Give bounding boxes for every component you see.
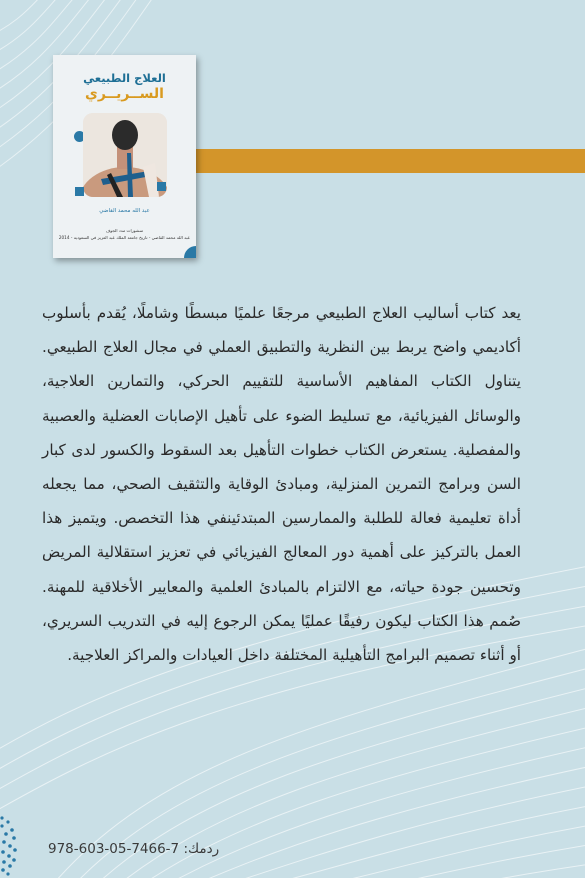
cover-corner-circle (184, 246, 196, 258)
cover-publisher (53, 227, 196, 241)
cover-subtitle: الســريــري (85, 86, 164, 102)
cover-decor-square (157, 182, 166, 191)
cover-author: عبد الله محمد القاضي (99, 208, 150, 214)
cover-publisher-name: منشورات مدد الجوف (105, 228, 144, 233)
gold-accent-bar (196, 149, 585, 173)
cover-publisher-line: عبد الله محمد القاضي - تاريخ جامعة الملك عبد العزيز في السعودية - 2014 (58, 235, 191, 240)
isbn-number: 978-603-05-7466-7 (48, 841, 180, 857)
isbn-line (48, 841, 220, 857)
cover-title: العلاج الطبيعي (83, 71, 166, 85)
cover-photo-kinesio-tape (83, 113, 167, 197)
cover-decor-square (75, 187, 84, 196)
isbn-label: ردمك: (183, 841, 220, 857)
front-cover-thumbnail (53, 55, 196, 258)
dotted-circle-decor (0, 812, 30, 878)
book-description: يعد كتاب أساليب العلاج الطبيعي مرجعًا علميًا مبسطًا وشاملًا، يُقدم بأسلوب أكاديمي واضح يربط بين النظرية والتطبيق العملي في مجال العلاج الطبيعي. يتناول الكتاب المفاهيم الأساسية للتقييم الحركي، والتمارين العلاجية، والوسائل الفيزيائية، مع تسليط الضوء على تأهيل الإصابات العضلية والعصبية والمفصلية. يستعرض الكتاب خطوات التأهيل بعد السقوط والكسور لدى كبار السن وبرامج التمرين المنزلية، ومبادئ الوقاية والتثقيف الصحي، مما يجعله أداة تعليمية فعالة للطلبة والممارسين المبتدئينفي هذا التخصص. ويتميز هذا العمل بالتركيز على أهمية دور المعالج الفيزيائي في تعزيز استقلالية المريض وتحسين جودة حياته، مع الالتزام بالمبادئ العلمية والمعايير الأخلاقية للمهنة. صُمم هذا الكتاب ليكون رفيقًا عمليًا يمكن الرجوع إليه في التدريب السريري، أو أثناء تصميم البرامج التأهيلية المختلفة داخل العيادات والمراكز العلاجية. (42, 304, 521, 665)
